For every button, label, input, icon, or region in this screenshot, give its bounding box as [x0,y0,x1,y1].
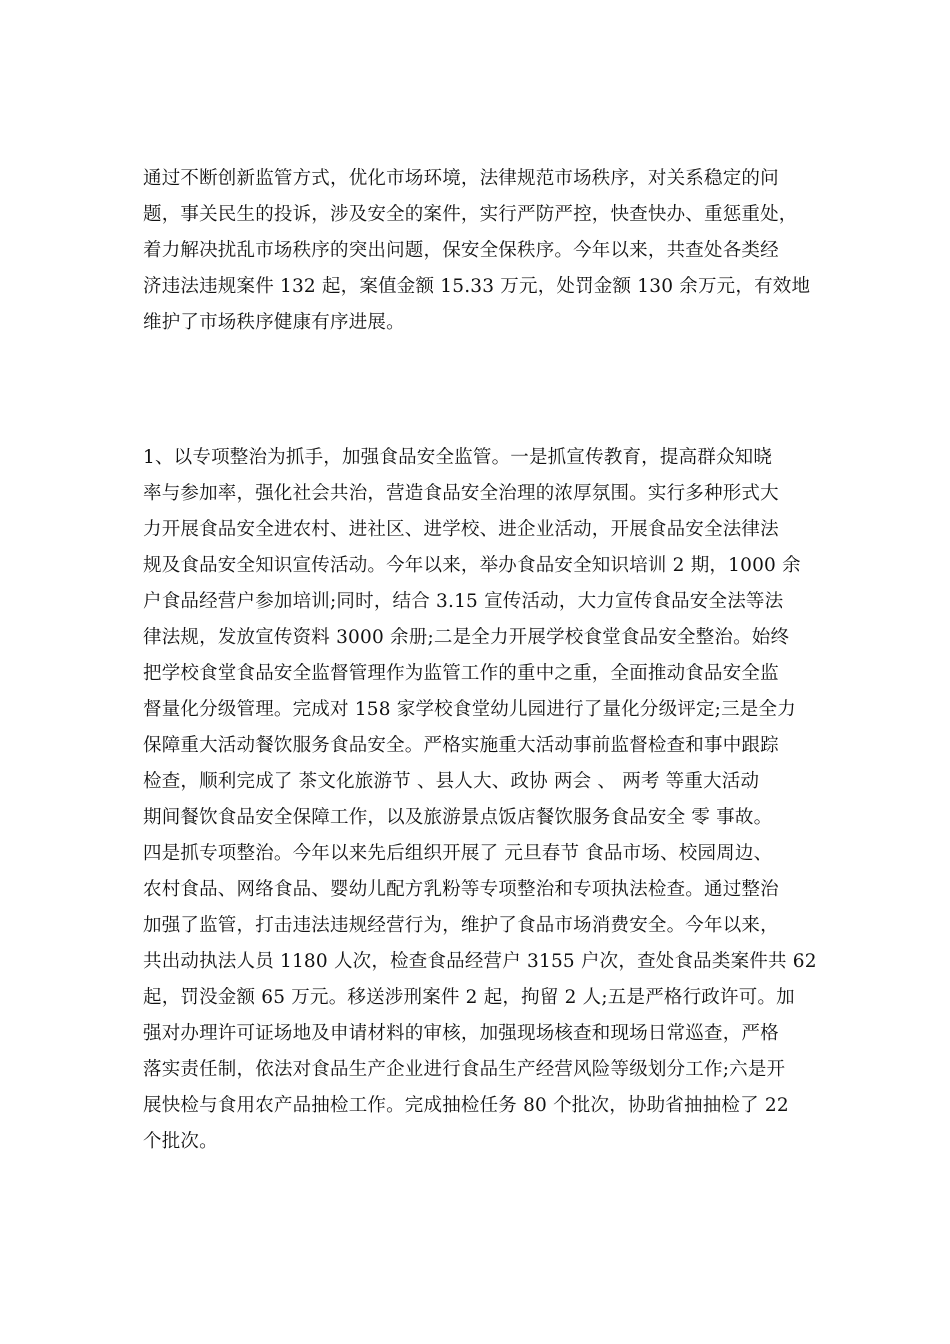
text-line: 农村食品、网络食品、婴幼儿配方乳粉等专项整治和专项执法检查。通过整治 [143,879,779,900]
text-line: 率与参加率，强化社会共治，营造食品安全治理的浓厚氛围。实行多种形式大 [143,483,779,504]
text-line: 规及食品安全知识宣传活动。今年以来，举办食品安全知识培训 2 期，1000 余 [143,555,801,576]
text-line: 维护了市场秩序健康有序进展。 [143,312,405,333]
text-line: 强对办理许可证场地及申请材料的审核，加强现场核查和现场日常巡查，严格 [143,1023,779,1044]
text-line: 1、以专项整治为抓手，加强食品安全监管。一是抓宣传教育，提高群众知晓 [143,447,773,468]
text-line: 力开展食品安全进农村、进社区、进学校、进企业活动，开展食品安全法律法 [143,519,779,540]
paragraph-market-order [143,161,813,341]
text-line: 检查，顺利完成了 茶文化旅游节 、县人大、政协 两会 、 两考 等重大活动 [143,771,760,792]
text-line: 律法规，发放宣传资料 3000 余册;二是全力开展学校食堂食品安全整治。始终 [143,627,790,648]
text-line: 济违法违规案件 132 起，案值金额 15.33 万元，处罚金额 130 余万元，有效地 [143,276,811,297]
text-line: 户食品经营户参加培训;同时，结合 3.15 宣传活动，大力宣传食品安全法等法 [143,591,784,612]
text-line: 督量化分级管理。完成对 158 家学校食堂幼儿园进行了量化分级评定;三是全力 [143,699,796,720]
text-line: 通过不断创新监管方式，优化市场环境，法律规范市场秩序，对关系稳定的问 [143,168,779,189]
text-line: 落实责任制，依法对食品生产企业进行食品生产经营风险等级划分工作;六是开 [143,1059,786,1080]
text-line: 四是抓专项整治。今年以来先后组织开展了 元旦春节 食品市场、校园周边、 [143,843,773,864]
text-line: 把学校食堂食品安全监督管理作为监管工作的重中之重，全面推动食品安全监 [143,663,779,684]
paragraph-food-safety [143,440,817,1160]
text-line: 题，事关民生的投诉，涉及安全的案件，实行严防严控，快查快办、重惩重处， [143,204,798,225]
text-line: 展快检与食用农产品抽检工作。完成抽检任务 80 个批次，协助省抽抽检了 22 [143,1095,789,1116]
text-line: 起，罚没金额 65 万元。移送涉刑案件 2 起，拘留 2 人;五是严格行政许可。加 [143,987,795,1008]
text-line: 保障重大活动餐饮服务食品安全。严格实施重大活动事前监督检查和事中跟踪 [143,735,779,756]
text-line: 个批次。 [143,1131,218,1152]
text-line: 加强了监管，打击违法违规经营行为，维护了食品市场消费安全。今年以来， [143,915,779,936]
text-line: 期间餐饮食品安全保障工作，以及旅游景点饭店餐饮服务食品安全 零 事故。 [143,807,773,828]
text-line: 着力解决扰乱市场秩序的突出问题，保安全保秩序。今年以来，共查处各类经 [143,240,779,261]
text-line: 共出动执法人员 1180 人次，检查食品经营户 3155 户次，查处食品类案件共 62 [143,951,817,972]
